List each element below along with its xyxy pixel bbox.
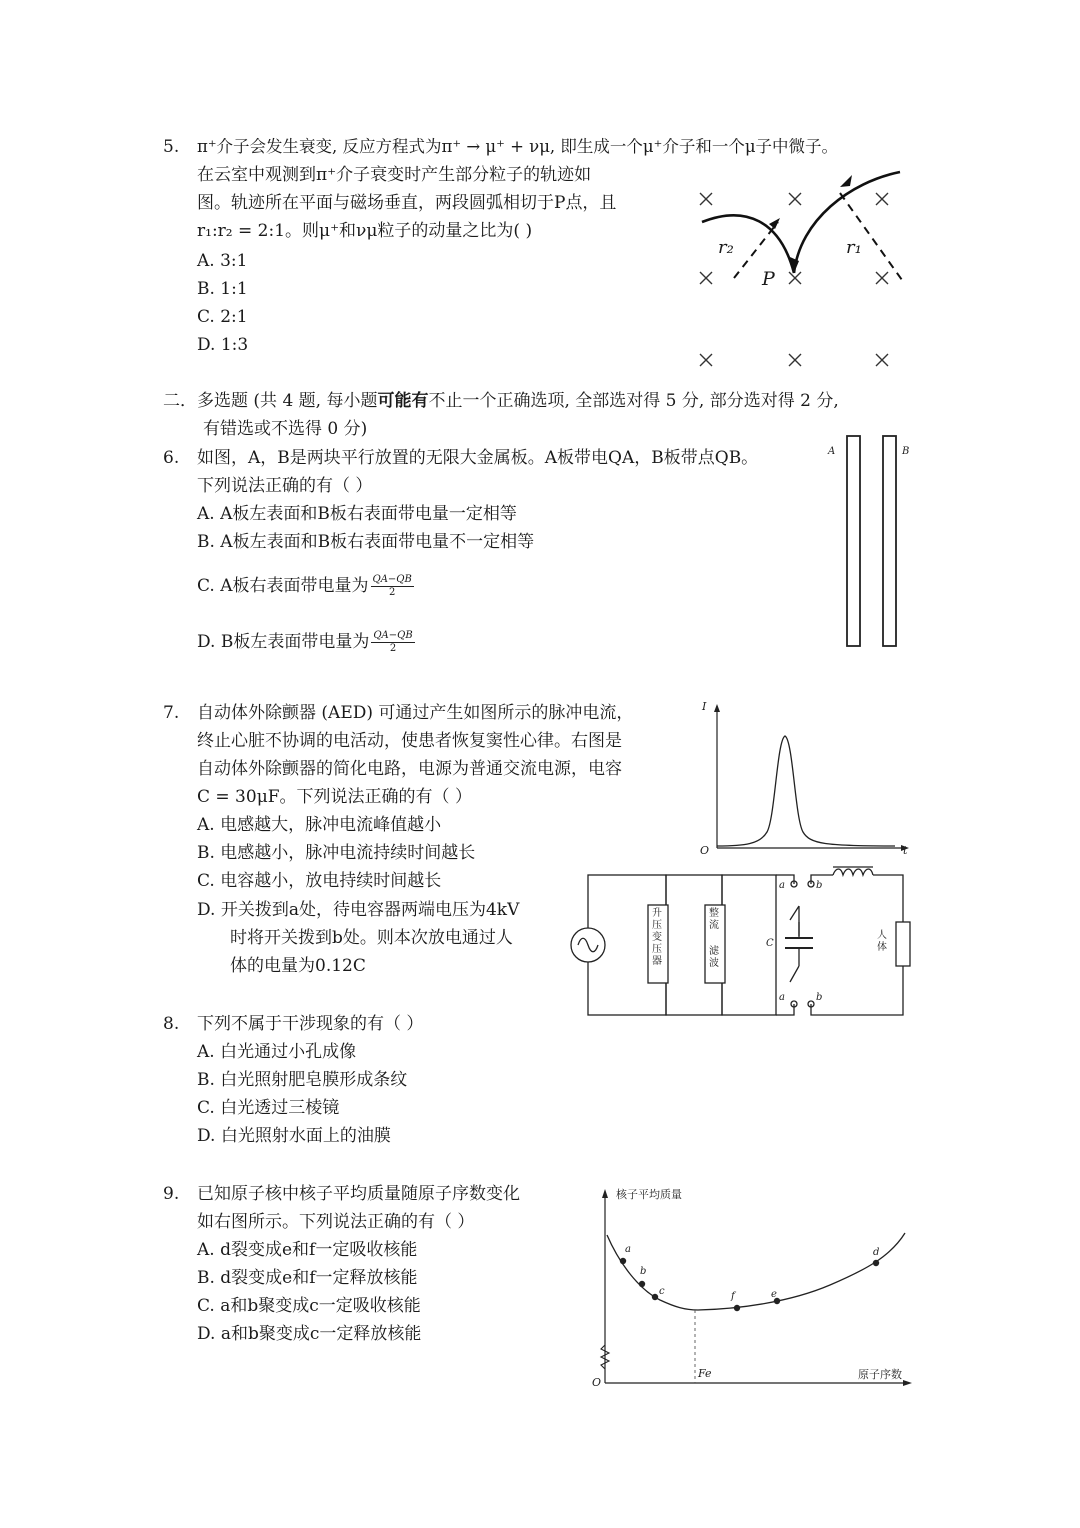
q8-option-d[interactable]: D. 白光照射水面上的油膜 [197, 1126, 391, 1146]
q7-option-d[interactable]: D. 开关拨到a处，待电容器两端电压为4kV [197, 900, 520, 920]
section2-heading: 二．多选题 (共 4 题, 每小题可能有不止一个正确选项, 全部选对得 5 分, 部分选对得 2 分, [163, 391, 839, 411]
track-r2-arc [702, 215, 794, 273]
human-body-resistor [896, 922, 910, 966]
q7-stem-line4: C = 30μF。下列说法正确的有（ ） [197, 787, 472, 807]
q7-stem-line3: 自动体外除颤器的简化电路，电源为普通交流电源，电容 [197, 759, 622, 779]
q8-number: 8. [163, 1014, 180, 1034]
q7-option-d-line2: 时将开关拨到b处。则本次放电通过人 [230, 928, 513, 948]
fe-label: Fe [698, 1367, 712, 1380]
q9-stem-line2: 如右图所示。下列说法正确的有（ ） [197, 1212, 475, 1232]
switch-top [790, 906, 799, 936]
q9-option-c[interactable]: C. a和b聚变成c一定吸收核能 [197, 1296, 421, 1316]
q6-number: 6. [163, 448, 180, 468]
x-axis-label: 原子序数 [858, 1368, 902, 1381]
arrow-head [840, 175, 852, 187]
q5-stem-line4: r₁:r₂ = 2:1。则μ⁺和νμ粒子的动量之比为( ) [197, 221, 533, 241]
q5-stem-line2: 在云室中观测到π⁺介子衰变时产生部分粒子的轨迹如 [197, 165, 592, 185]
axis-t-label: t [903, 844, 908, 857]
point-d-label: d [873, 1247, 880, 1258]
q7-stem-line1: 自动体外除颤器 (AED) 可通过产生如图所示的脉冲电流， [197, 703, 634, 723]
q5-option-b[interactable]: B. 1:1 [197, 279, 248, 299]
r2-label: r₂ [718, 237, 734, 258]
pulse-current-graph [705, 700, 915, 860]
body-label: 人体 [877, 930, 887, 953]
pulse-curve [717, 736, 895, 846]
q9-stem-line1: 已知原子核中核子平均质量随原子序数变化 [197, 1184, 520, 1204]
aed-circuit [585, 862, 915, 1022]
origin-label: O [592, 1376, 602, 1389]
q9-option-a[interactable]: A. d裂变成e和f一定吸收核能 [197, 1240, 418, 1260]
q6-plates-figure [840, 434, 910, 650]
q7-option-b[interactable]: B. 电感越小，脉冲电流持续时间越长 [197, 843, 476, 863]
q5-option-d[interactable]: D. 1:3 [197, 335, 249, 355]
point-b-label: b [640, 1266, 647, 1277]
arrow-head [769, 218, 780, 229]
q9-option-b[interactable]: B. d裂变成e和f一定释放核能 [197, 1268, 418, 1288]
q7-stem-line2: 终止心脏不协调的电活动，使患者恢复窦性心律。右图是 [197, 731, 622, 751]
step-up-transformer-label: 升压变压器 [652, 908, 662, 967]
inductor [833, 869, 873, 875]
capacitor-label: C [766, 938, 774, 949]
nucleon-mass-graph [590, 1185, 920, 1390]
q5-option-c[interactable]: C. 2:1 [197, 307, 248, 327]
q8-stem: 下列不属于干涉现象的有（ ） [197, 1014, 424, 1034]
q5-stem-line3: 图。轨迹所在平面与磁场垂直，两段圆弧相切于P点，且 [197, 193, 617, 213]
rectifier-label: 整流 [709, 908, 719, 931]
point-e-label: e [771, 1289, 777, 1300]
q7-option-c[interactable]: C. 电容越小，放电持续时间越长 [197, 871, 442, 891]
y-axis-label: 核子平均质量 [616, 1188, 682, 1201]
q9-option-d[interactable]: D. a和b聚变成c一定释放核能 [197, 1324, 422, 1344]
q9-number: 9. [163, 1184, 180, 1204]
point-c-label: c [659, 1286, 665, 1297]
q8-option-c[interactable]: C. 白光透过三棱镜 [197, 1098, 340, 1118]
fraction: $\frac{QA-QB}{2}$ [373, 630, 413, 654]
magnetic-field-crosses [700, 193, 888, 366]
fraction: $\frac{QA-QB}{2}$ [372, 574, 412, 598]
q8-option-a[interactable]: A. 白光通过小孔成像 [197, 1042, 357, 1062]
q8-option-b[interactable]: B. 白光照射肥皂膜形成条纹 [197, 1070, 408, 1090]
filter-label: 滤波 [709, 946, 719, 969]
q7-option-a[interactable]: A. 电感越大，脉冲电流峰值越小 [197, 815, 442, 835]
q5-stem-line1: π⁺介子会发生衰变, 反应方程式为π⁺ → μ⁺ + νμ, 即生成一个μ⁺介子和一个μ子中微子。 [197, 137, 839, 156]
section2-heading-line2: 有错选或不选得 0 分) [203, 419, 368, 439]
q6-option-b[interactable]: B. A板左表面和B板右表面带电量不一定相等 [197, 532, 535, 552]
q6-stem-line1: 如图，A，B是两块平行放置的无限大金属板。A板带电QA，B板带点QB。 [197, 448, 759, 468]
point-f-label: f [731, 1291, 735, 1302]
plate-b [883, 436, 896, 646]
q6-option-a[interactable]: A. A板左表面和B板右表面带电量一定相等 [197, 504, 517, 524]
q5-track-figure [690, 160, 920, 380]
mass-curve [607, 1233, 905, 1310]
q6-option-d[interactable]: D. B板左表面带电量为 $\frac{QA-QB}{2}$ [197, 630, 413, 654]
q5-number: 5. [163, 137, 180, 157]
switch-b-top-label: b [816, 880, 823, 891]
switch-b-bottom-label: b [816, 992, 823, 1003]
q6-option-c[interactable]: C. A板右表面带电量为 $\frac{QA-QB}{2}$ [197, 574, 412, 598]
axis-i-label: I [702, 700, 707, 713]
plate-b-label: B [902, 446, 910, 457]
plate-a [847, 436, 860, 646]
data-points [620, 1258, 879, 1311]
r1-label: r₁ [846, 237, 862, 258]
origin-label: O [700, 844, 710, 857]
q6-stem-line2: 下列说法正确的有（ ） [197, 476, 373, 496]
plate-a-label: A [828, 446, 836, 457]
p-label: P [762, 268, 775, 290]
switch-a-top-label: a [779, 880, 785, 891]
point-a-label: a [625, 1244, 631, 1255]
q5-option-a[interactable]: A. 3:1 [197, 251, 248, 271]
switch-a-bottom-label: a [779, 992, 785, 1003]
q7-number: 7. [163, 703, 180, 723]
switch-bottom [790, 948, 799, 982]
q7-option-d-line3: 体的电量为0.12C [230, 956, 366, 976]
